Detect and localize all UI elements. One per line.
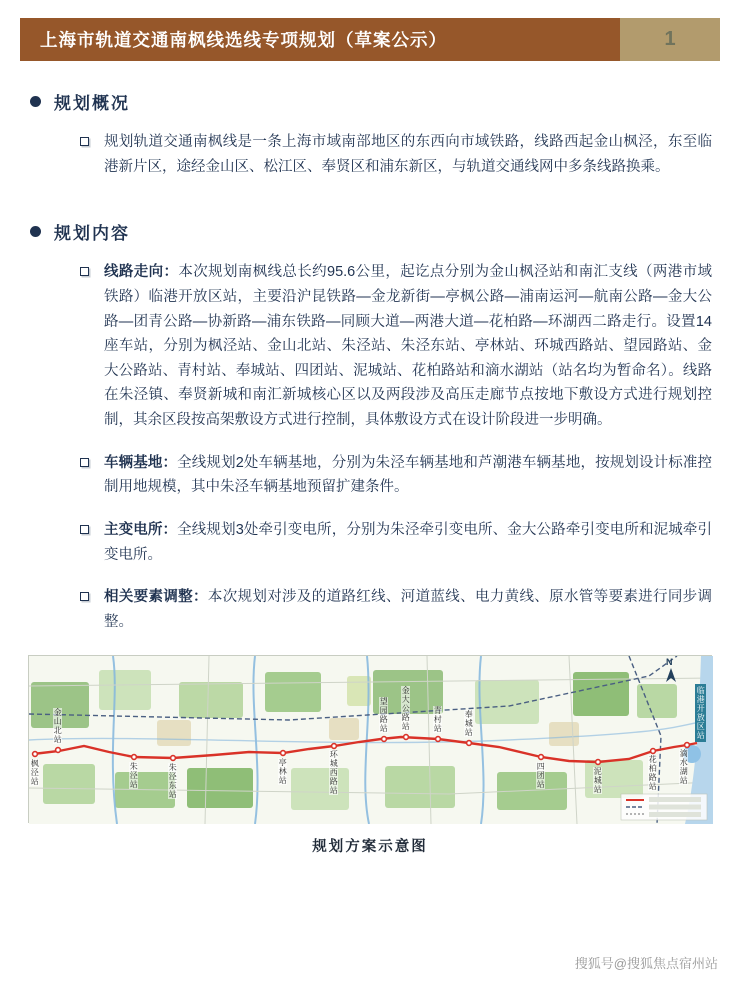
content-item-substation-text	[104, 518, 712, 567]
station-label: 四团站	[536, 761, 546, 789]
item-label: 车辆基地：	[104, 454, 178, 471]
route-map-graphic	[29, 656, 713, 824]
title-bar	[20, 18, 720, 61]
map-legend	[621, 794, 707, 820]
item-label: 主变电所：	[104, 522, 178, 539]
content-area	[0, 89, 740, 635]
section-heading-content: 规划内容	[54, 224, 130, 244]
page-number: 1	[620, 18, 720, 61]
item-text: 全线规划3处牵引变电所，分别为朱泾牵引变电所、金大公路牵引变电所和泥城牵引变电所。	[104, 522, 713, 563]
content-item-adjustment-text	[104, 585, 712, 634]
overview-paragraph-row	[80, 130, 712, 179]
square-bullet-icon	[80, 525, 89, 534]
content-item-depot-text	[104, 451, 712, 500]
section-heading-overview: 规划概况	[54, 94, 130, 113]
square-bullet-icon	[80, 458, 89, 467]
document-title: 上海市轨道交通南枫线选线专项规划（草案公示）	[20, 18, 620, 61]
station-label: 枫泾站	[30, 758, 40, 786]
station-label: 朱泾东站	[168, 762, 178, 799]
content-item-route-text	[104, 260, 712, 432]
section-overview-heading-row	[30, 89, 712, 114]
content-item-depot	[80, 451, 712, 500]
terminal-station-label: 临港开放区站	[696, 685, 706, 740]
station-label: 亭林站	[278, 757, 288, 785]
north-label: N	[666, 656, 673, 667]
station-label: 泥城站	[593, 766, 603, 794]
station-label: 花柏路站	[648, 754, 658, 791]
item-label: 线路走向：	[104, 264, 179, 281]
square-bullet-icon	[80, 267, 89, 276]
item-label: 相关要素调整：	[104, 589, 208, 606]
bullet-icon	[30, 226, 41, 237]
item-text: 全线规划2处车辆基地，分别为朱泾车辆基地和芦潮港车辆基地，按规划设计标准控制用地规模，其中朱泾车辆基地预留扩建条件。	[104, 454, 713, 496]
content-item-substation	[80, 518, 712, 567]
section-content-heading-row	[30, 219, 712, 244]
square-bullet-icon	[80, 137, 89, 146]
map-caption: 规划方案示意图	[312, 838, 428, 855]
station-label: 朱泾站	[129, 761, 139, 789]
station-label: 滴水湖站	[679, 748, 689, 785]
station-label: 望园路站	[379, 696, 389, 733]
route-map	[28, 655, 712, 823]
item-text: 本次规划对涉及的道路红线、河道蓝线、电力黄线、原水管等要素进行同步调整。	[104, 589, 713, 630]
content-item-route	[80, 260, 712, 432]
item-text: 本次规划南枫线总长约95.6公里，起讫点分别为金山枫泾站和南汇支线（两港市域铁路）临港开放区站，主要沿沪昆铁路—金龙新街—亭枫公路—浦南运河—航南公路—金大公路—团青公路—协新路—浦东铁路—同顾大道—两港大道—花柏路—环湖西二路走行。设置14座车站，分别为枫泾站、金山北站、朱泾站、朱泾东站、亭林站、环城西路站、望园路站、金大公路站、青村站、奉城站、四团站、泥城站、花柏路站和滴水湖站（站名均为暂命名）。线路在朱泾镇、奉贤新城和南汇新城核心区以及两段涉及高压走廊节点按地下敷设方式进行规划控制，其余区段按高架敷设方式进行控制，具体敷设方式在设计阶段进一步明确。	[104, 264, 713, 429]
station-label: 金大公路站	[401, 685, 411, 731]
square-bullet-icon	[80, 592, 89, 601]
station-label: 青村站	[433, 705, 443, 733]
station-label: 金山北站	[53, 707, 63, 744]
bullet-icon	[30, 96, 41, 107]
overview-paragraph: 规划轨道交通南枫线是一条上海市域南部地区的东西向市域铁路，线路西起金山枫泾，东至临港新片区，途经金山区、松江区、奉贤区和浦东新区，与轨道交通线网中多条线路换乘。	[104, 134, 712, 175]
station-label: 奉城站	[464, 709, 474, 737]
station-label: 环城西路站	[329, 749, 339, 795]
content-item-adjustment	[80, 585, 712, 634]
watermark: 搜狐号@搜狐焦点宿州站	[574, 956, 718, 971]
